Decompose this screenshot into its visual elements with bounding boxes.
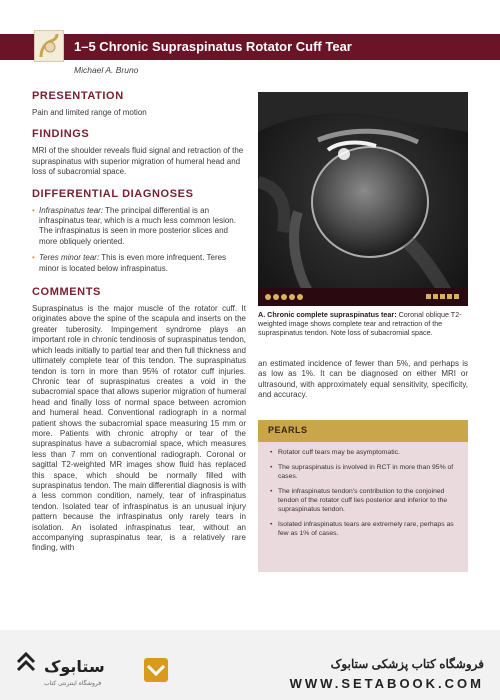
shoulder-icon (34, 30, 64, 62)
bullet-icon: • (270, 521, 273, 528)
caption-bold: A. Chronic complete supraspinatus tear: (258, 310, 397, 319)
comments-text: Supraspinatus is the major muscle of the rotator cuff. It originates above the spine of the scapula and inserts on the greater tuberosity. Impingement syndrome plays an important role in chronic tendinosis of supraspinatus tendon, which leads initially to partial tear and then full thickness and ultimately complete tear of this tendon. The supraspinatus tendon is torn in more than 95% of rotator cuff injuries. Chronic tear of supraspinatus creates a void in the subacromial space that allows superior migration of humeral head and finally loss of normal space between acromion and humeral head. Conventional radiograph in a normal patient shows the subacromial space measuring 15 mm or more. Patients with chronic atrophy or tear of the supraspinatus have a subacromial space, which measures less than 7 mm on conventional radiograph. Coronal or sagittal T2-weighted MR images show fluid has replaced this space, which should be normally filled with supraspinatus tendon. The main differential diagnosis is with a less common condition, namely, tear of infraspinatus tendon. Isolated tear of infraspinatus is an unusual injury pattern because the infraspinatus only rarely tears in isolation. An isolated infraspinatus tear, without an accompanying supraspinatus tear, is a relatively rare finding, with (32, 304, 246, 553)
bullet-icon: • (270, 449, 273, 456)
bullet-icon: • (270, 464, 273, 471)
pearl-item (270, 487, 460, 514)
differential-term: Teres minor tear: (39, 253, 100, 263)
author-name: Michael A. Bruno (74, 65, 139, 75)
differential-text: This is even more infrequent. Teres minor is located below infraspinatus. (39, 253, 227, 273)
differential-text: The principal differential is an infraspinatus tear, which is a much less common lesion. The infraspinatus is seen in more posterior slices and more obliquely oriented. (39, 205, 236, 246)
pearls-header (258, 420, 468, 442)
pearl-text: Isolated infraspinatus tears are extremely rare, perhaps as few as 1% of cases. (278, 521, 454, 537)
pearl-item (270, 463, 460, 481)
findings-text: MRI of the shoulder reveals fluid signal and retraction of the supraspinatus with superior migration of humeral head and loss of subacromial space. (32, 146, 244, 177)
findings-heading: FINDINGS (32, 128, 90, 141)
pearl-item (270, 520, 460, 538)
store-name: فروشگاه کتاب پزشکی ستابوک (330, 657, 484, 671)
setabook-logo[interactable] (14, 650, 174, 690)
differential-term: Infraspinatus tear: (39, 205, 104, 215)
image-squares-right (426, 294, 459, 299)
mri-image (258, 92, 468, 306)
differential-item (32, 253, 246, 274)
logo-subtext: فروشگاه اینترنتی کتاب (44, 680, 102, 687)
pearls-list (258, 442, 468, 538)
comments-heading: COMMENTS (32, 286, 101, 299)
continued-text-block (258, 359, 468, 401)
pearls-heading: PEARLS (268, 425, 308, 435)
chapter-title: 1–5 Chronic Supraspinatus Rotator Cuff Tear (74, 39, 352, 54)
differential-item (32, 206, 246, 248)
pearl-text: The infraspinatus tendon's contribution to the conjoined tendon of the rotator cuff lies posterior and inferior to the supraspinatus tendon. (278, 488, 448, 513)
store-url-link[interactable]: WWW.SETABOOK.COM (289, 676, 484, 691)
pearl-text: The supraspinatus is involved in RCT in more than 95% of cases. (278, 464, 454, 480)
logo-text: ستابوک (44, 657, 105, 676)
pearl-item (270, 448, 460, 457)
pearls-box (258, 420, 468, 572)
bullet-icon: • (270, 488, 273, 495)
presentation-text: Pain and limited range of motion (32, 108, 147, 117)
left-column (32, 90, 246, 554)
bullet-icon: • (32, 253, 35, 263)
differential-heading: DIFFERENTIAL DIAGNOSES (32, 187, 194, 200)
figure-caption (258, 310, 468, 337)
figure-block (258, 92, 468, 337)
caption-text: Coronal oblique T2-weighted image shows complete tear and retraction of the supraspinatus tendon. Note loss of subacromial space. (258, 310, 462, 337)
bullet-icon: • (32, 205, 35, 215)
pearl-text: Rotator cuff tears may be asymptomatic. (278, 449, 400, 456)
presentation-heading: PRESENTATION (32, 90, 124, 102)
continued-text: an estimated incidence of fewer than 5%, and perhaps is as low as 1%. It can be diagnosed on either MRI or ultrasound, with approximately equal sensitivity, specificity, and accuracy. (258, 359, 468, 400)
differential-list (32, 206, 246, 274)
